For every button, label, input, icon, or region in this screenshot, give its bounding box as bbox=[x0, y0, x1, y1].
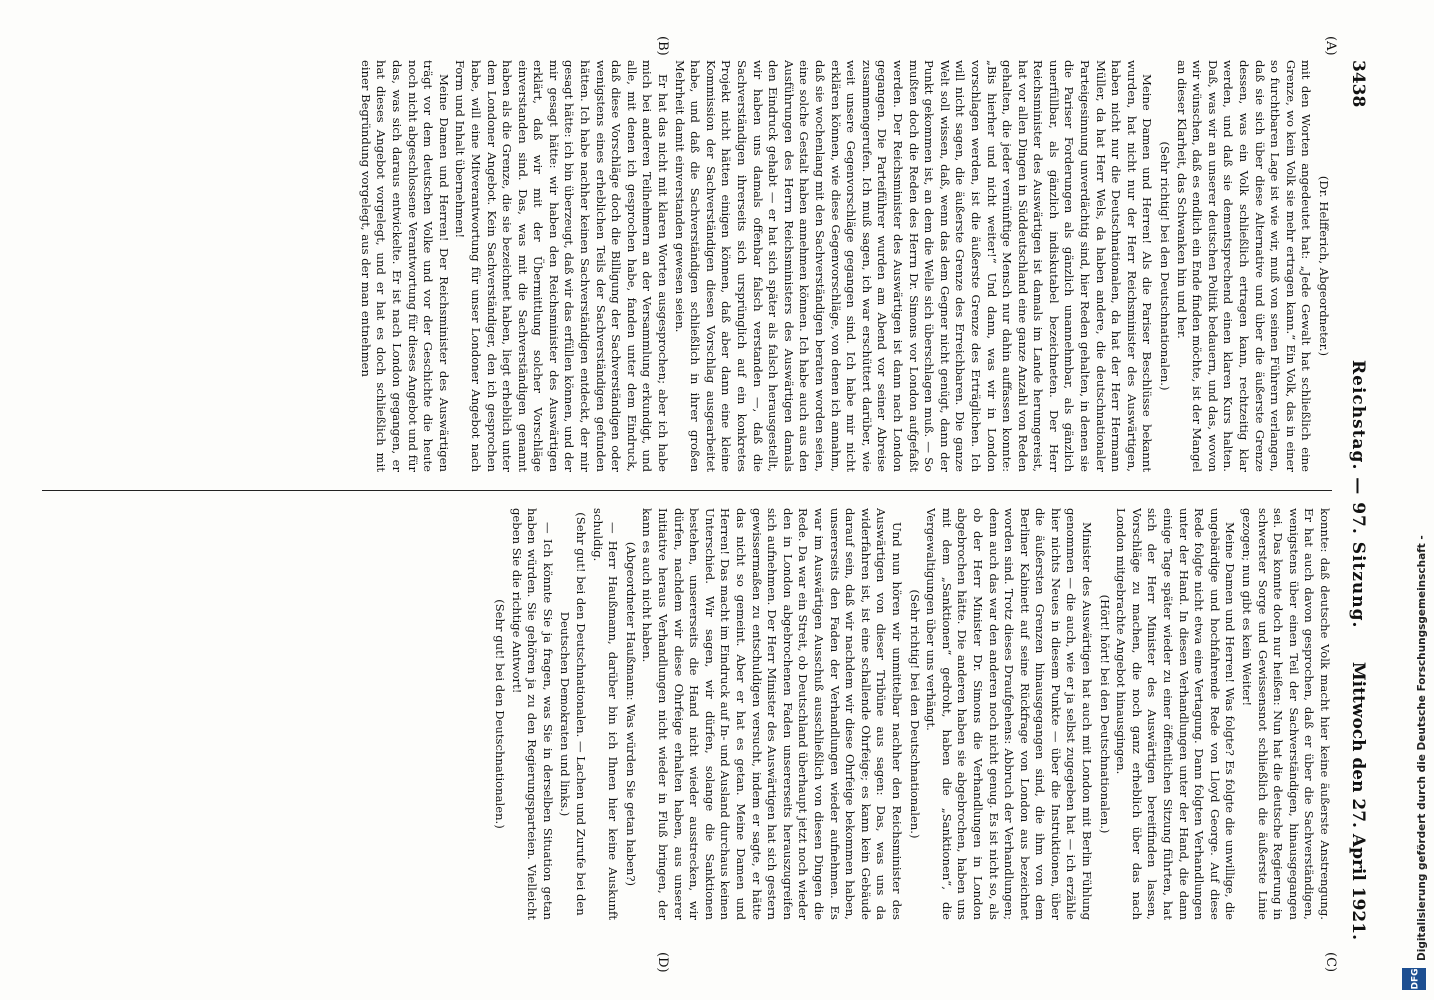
paragraph: Und nun hören wir unmittelbar nachher den Reichsminister des Auswärtigen von dieser Tribüne aus sagen: Das, was uns da widerfahren ist, ist eine schallende Ohrfeige; es kann kein Gebäude darauf sein, daß wir nachdem wir diese Ohrfeige bekommen haben, unsererseits den Faden der Verhandlungen wieder aufnehmen. Es war im Auswärtigen Ausschuß ausschließlich von diesen Dingen die Rede. Da war ein Streit, ob Deutschland überhaupt jetzt noch wieder den in London abgebrochenen Faden unsererseits herauszugreifen sich aufnehmen. Der Herr Minister des Auswärtigen hat sich gestern gewissermaßen zu entschuldigen versucht, indem er sagte, er hätte das nicht so gemeint. Aber er hat es getan. Meine Damen und Herren! Das macht im Eindruck auf In- und Ausland durchaus keinen Unterschied. Wir sagen, wir dürfen, solange die Sanktionen bestehen, unsererseits die Hand nicht wieder ausstrecken, wir dürfen, nachdem wir diese Ohrfeige erhalten haben, aus unserer Initiative heraus Verhandlungen nicht wieder in Fluß bringen, der kann es auch nicht haben. bbox=[640, 508, 904, 920]
page-number: 3438 bbox=[1348, 60, 1368, 108]
interjection: (Abgeordneter Haußmann: Was würden Sie getan haben?) bbox=[623, 541, 638, 887]
header-title: Reichstag. — 97. Sitzung. bbox=[1348, 360, 1368, 629]
left-text-column bbox=[32, 60, 1332, 472]
interjection: (Hört! hört! bei den Deutschnationalen.) bbox=[1097, 594, 1112, 834]
right-text-column bbox=[32, 508, 1332, 920]
margin-marker-b: (B) bbox=[655, 36, 670, 56]
header-date: Mittwoch den 27. April 1921. bbox=[1348, 661, 1368, 940]
dfg-logo-text: DFG bbox=[1410, 968, 1421, 990]
margin-marker-c: (C) bbox=[1323, 952, 1338, 973]
interjection: (Sehr richtig! bei den Deutschnationalen.) bbox=[907, 589, 922, 839]
paragraph: Meine Damen und Herren! Was folgte? Es folgte die unwillige, die ungebärdige und hochfahrende Rede von Lloyd George. Auf diese Rede folgte nicht etwa eine Vertagung. Dann folgten Verhandlungen unter der Hand. In diesen Verhandlungen unter der Hand, die dann einige Tage später wieder zu einer öffentlichen Sitzung führten, hat sich der Herr Minister des Auswärtigen bereitfinden lassen, Vorschläge zu machen, die noch ganz erheblich über das nach London mitgebrachte Angebot hinausgingen. bbox=[1114, 508, 1238, 920]
margin-marker-d: (D) bbox=[655, 952, 670, 973]
column-divider bbox=[42, 490, 1332, 491]
speaker-line: (Dr. Helfferich, Abgeordneter.) bbox=[1317, 175, 1331, 357]
paragraph: — Ich könnte Sie ja fragen, was Sie in derselben Situation getan haben würden. Sie gehören ja zu den Regierungsparteien. Vielleicht geben Sie die richtige Antwort! bbox=[509, 508, 555, 920]
paragraph: Minister des Auswärtigen hat auch mit London mit Berlin Fühlung genommen — die auch, wie er ja selbst zugegeben hat — ich erzähle hier nichts Neues in diesem Punkte — über die Instruktionen, über die äußersten Grenzen hinausgegangen sind, die ihm von dem Berliner Kabinett auf seine Rückfrage von London aus bezeichnet worden sind. Trotz dieses Draufgehens: Abbruch der Verhandlungen; denn auch das war den anderen noch nicht genug. Es ist nicht so, als ob der Herr Minister Dr. Simons die Verhandlungen in London abgebrochen hätte. Die anderen haben sie abgebrochen, haben uns mit dem „Sanktionen“ gedroht, haben die „Sanktionen“, die Vergewaltigungen über uns verhängt. bbox=[924, 508, 1095, 920]
margin-marker-a: (A) bbox=[1323, 36, 1338, 56]
paragraph: Er hat das nicht mit klaren Worten ausgesprochen; aber ich habe mich bei anderen Teilnehmern an der Versammlung erkundigt, und alle, mit denen ich gesprochen habe, fanden unter dem Eindruck, daß diese Vorschläge doch die Billigung der Sachverständigen oder wenigstens eines erheblichen Teils der Sachverständigen gefunden hätten. Ich habe nachher keinen Sachverständigen entdeckt, der mir gesagt hätte: ich bin überzeugt, daß wir das erfüllen können, und der mir gesagt hätte: wir haben den Reichsminister des Auswärtigen erklärt, daß wir mit der Übermittlung solcher Vorschläge einverstanden sind. Das, was mit die Sachverständigen genannt haben als die Grenze, die sie bezeichnet haben, liegt erheblich unter dem Londoner Angebot. Kein Sachverständiger, den ich gesprochen habe, will eine Mitverantwortung für unser Londoner Angebot nach Form und Inhalt übernehmen! bbox=[453, 60, 671, 472]
interjection: (Sehr richtig! bei den Deutschnationalen.) bbox=[1158, 141, 1173, 391]
interjection: (Sehr gut! bei den Deutschnationalen.) bbox=[493, 599, 508, 829]
paragraph: Meine Damen und Herren! Als die Pariser Beschlüsse bekannt wurden, hat nicht nur der Herr Reichsminister des Auswärtigen, haben nicht nur die Deutschnationalen, da hat der Herr Hermann Müller, da hat Herr Wels, da haben andere, die deutschnationaler Parteigesinnung unverdächtig sind, hier Reden gehalten, in denen sie die Pariser Forderungen als gänzlich unannehmbar, als gänzlich unerfüllbar, als gänzlich indiskutabel bezeichneten. Der Herr Reichsminister des Auswärtigen ist damals im Lande herumgereist, hat vor allen Dingen in Süddeutschland eine ganze Anzahl von Reden gehalten, die jeder vernünftige Mensch nur dahin auffassen konnte: „Bis hierher und nicht weiter!“ Und dann, was wir in London vorschlagen werden, ist die äußerste Grenze des Erträglichen. Ich will nicht sagen, die äußerste Grenze des Erreichbaren. Die ganze Welt soll wissen, daß, wenn das dem Gegner nicht genügt, dann der Punkt gekommen ist, an dem die Welle sich überschlagen muß. — So mußten doch die Reden des Herrn Dr. Simons vor London aufgefaßt werden. Der Reichsminister des Auswärtigen ist dann nach London gegangen. Die Parteiführer wurden am Abend vor seiner Abreise zusammengerufen. Ich muß sagen, ich war erschüttert darüber, wie weit unsere Gegenvorschläge gegangen sind. Ich habe mir nicht erklären können, wie diese Gegenvorschläge, von denen ich annahm, daß sie wochenlang mit den Sachverständigen beraten worden seien, eine solche Gestalt haben annehmen können. Ich habe auch aus den Ausführungen des Herrn Reichsministers des Auswärtigen damals den Eindruck gehabt — er hat sich später als falsch herausgestellt, wir haben uns damals offenbar falsch verstanden —, daß die Sachverständigen ihrerseits sich ursprünglich auf ein konkretes Projekt nicht hätten einigen können, daß aber dann eine kleine Kommission der Sachverständigen diesen Vorschlag ausgearbeitet habe, und daß die Sachverständigen schließlich in ihrer großen Mehrheit damit einverstanden gewesen seien. bbox=[672, 60, 1155, 472]
paragraph: mit den Worten angedeutet hat: „Jede Gewalt hat schließlich eine Grenze, wo kein Volk sie mehr ertragen kann.“ Ein Volk, das in einer so furchtbaren Lage ist wie wir, muß von seinen Führern verlangen, daß sie sich über diese Alternative und über die äußerste Grenze dessen, was ein Volk schließlich ertragen kann, rechtzeitig klar werden, und daß sie dementsprechend einen klaren Kurs halten. Daß, was wir an unserer deutschen Politik bedauern, und das, wovon wir wünschen, daß es endlich ein Ende finden möchte, ist der Mangel an dieser Klarheit, das Schwanken hin und her. bbox=[1174, 60, 1314, 472]
footer-strip bbox=[1392, 0, 1434, 1000]
interjection: (Sehr gut! bei den Deutschnationalen. — Lachen und Zurufe bei den Deutschen Demokraten und links.) bbox=[558, 512, 589, 916]
dfg-logo-icon bbox=[1402, 968, 1426, 990]
paragraph: konnte: daß deutsche Volk macht hier keine äußerste Anstrengung. Er hat auch davon gesprochen, daß er über die Sachverständigen, wenigstens über einen Teil der Sachverständigen, hinausgegangen sei. Das konnte doch nur heißen: Nun hat die deutsche Regierung in schwerster Sorge und Gewissensnot schließlich die äußerste Linie gezogen; nun gibt es kein Weiter! bbox=[1240, 508, 1332, 920]
paragraph: — Herr Haußmann, darüber bin ich Ihnen hier keine Auskunft schuldig. bbox=[590, 508, 621, 920]
paragraph: Meine Damen und Herren! Der Reichsminister des Auswärtigen trägt vor dem deutschen Volke und vor der Geschichte die heute noch nicht abgeschlossene Verantwortung für dieses Angebot und für das, was sich daraus entwickelte. Er ist nach London gegangen, er hat dieses Angebot vorgelegt, und er hat es doch schließlich mit einer Begründung vorgelegt, aus der man entnehmen bbox=[358, 60, 451, 472]
page-header bbox=[1338, 60, 1368, 940]
funding-notice: Digitalisierung gefördert durch die Deutsche Forschungsgemeinschaft - bbox=[1416, 535, 1428, 961]
